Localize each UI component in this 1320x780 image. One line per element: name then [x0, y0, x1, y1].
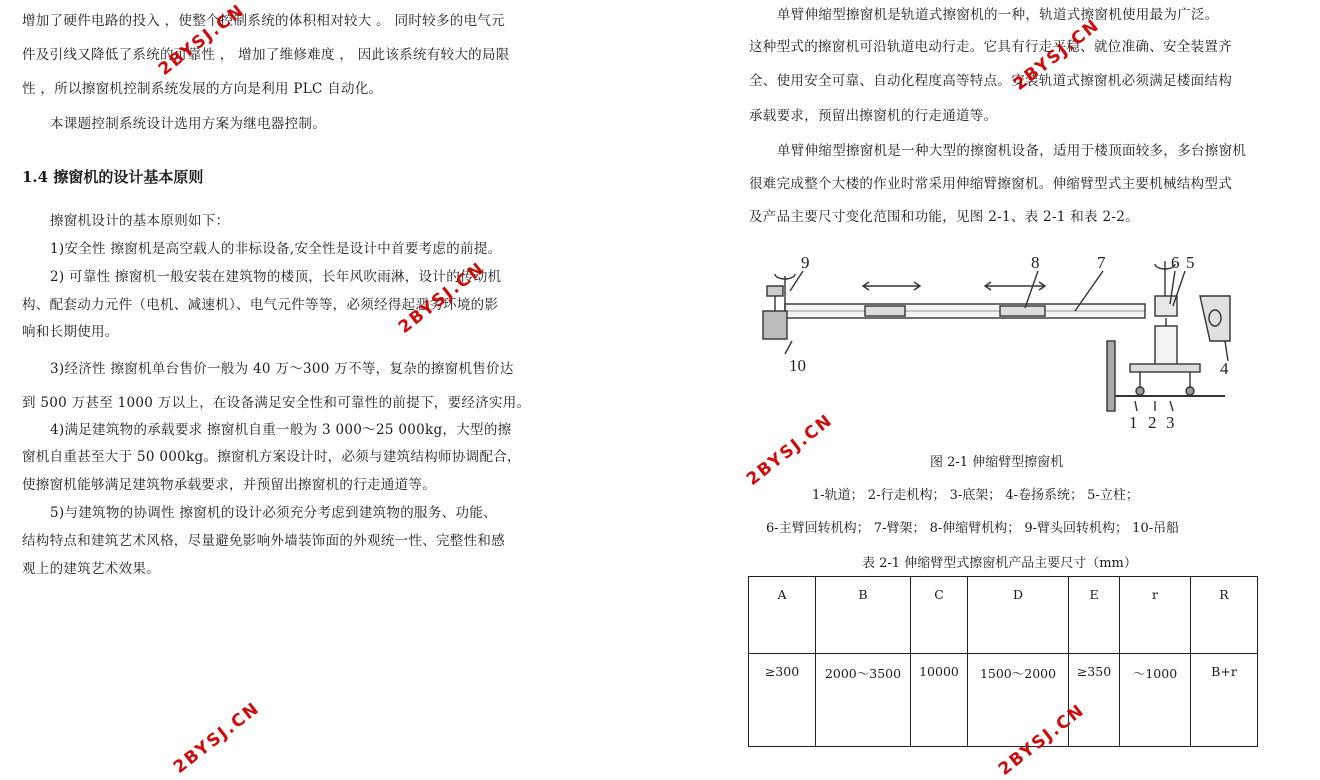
principle-line: 擦窗机设计的基本原则如下： [50, 213, 230, 229]
principle-line: 2) 可靠性 擦窗机一般安装在建筑物的楼顶，长年风吹雨淋，设计的传动机 [50, 269, 502, 285]
table-cell: B+r [1191, 654, 1258, 747]
figure-number-7: 7 [1097, 253, 1106, 272]
table-header-cell: E [1069, 577, 1120, 654]
gondola-shape [763, 311, 787, 339]
principle-line: 到 500 万甚至 1000 万以上，在设备满足安全性和可靠性的前提下，要经济实用。 [22, 395, 531, 411]
principle-line: 3)经济性 擦窗机单台售价一般为 40 万～300 万不等，复杂的擦窗机售价达 [50, 361, 514, 377]
principle-line: 结构特点和建筑艺术风格，尽量避免影响外墙装饰面的外观统一性、完整性和感 [22, 533, 505, 549]
figure-legend-line: 1-轨道； 2-行走机构； 3-底架； 4-卷扬系统； 5-立柱； [812, 488, 1139, 503]
principle-line: 使擦窗机能够满足建筑物承载要求，并预留出擦窗机的行走通道等。 [22, 477, 436, 493]
table-cell: ～1000 [1120, 654, 1191, 747]
figure-number-2: 2 [1148, 413, 1157, 432]
paragraph-line: 单臂伸缩型擦窗机是轨道式擦窗机的一种，轨道式擦窗机使用最为广泛。 [777, 7, 1219, 23]
figure-number-5: 5 [1186, 253, 1195, 272]
dimension-table [748, 576, 1258, 747]
table-header-row [749, 577, 1258, 654]
hoist-system [1200, 296, 1230, 341]
table-caption: 表 2-1 伸缩臂型式擦窗机产品主要尺寸（mm） [862, 556, 1137, 571]
figure-legend-line: 6-主臂回转机构； 7-臂架； 8-伸缩臂机构； 9-臂头回转机构； 10-吊船 [766, 521, 1180, 536]
table-cell: 10000 [911, 654, 968, 747]
building-wall [1107, 341, 1115, 411]
telescopic-section [1000, 306, 1045, 316]
paragraph-line: 增加了硬件电路的投入 ，使整个控制系统的体积相对较大 。 同时较多的电气元 [22, 13, 505, 29]
watermark: 2BYSJ.CN [994, 700, 1090, 780]
table-header-cell: C [911, 577, 968, 654]
watermark: 2BYSJ.CN [742, 410, 838, 490]
figure-number-8: 8 [1031, 253, 1040, 272]
principle-line: 4)满足建筑物的承载要求 擦窗机自重一般为 3 000～25 000kg，大型的擦 [50, 422, 512, 438]
figure-number-1: 1 [1129, 413, 1138, 432]
table-header-cell: B [816, 577, 911, 654]
table-cell: 1500～2000 [968, 654, 1069, 747]
paragraph-line: 性 ，所以擦窗机控制系统发展的方向是利用 PLC 自动化。 [22, 81, 383, 97]
principle-line: 构、配套动力元件（电机、减速机）、电气元件等等，必须经得起恶劣环境的影 [22, 297, 499, 313]
table-cell: 2000～3500 [816, 654, 911, 747]
principle-line: 窗机自重甚至大于 50 000kg。擦窗机方案设计时，必须与建筑结构师协调配合， [22, 449, 521, 465]
paragraph-line: 及产品主要尺寸变化范围和功能，见图 2-1、表 2-1 和表 2-2。 [749, 209, 1139, 225]
figure-number-3: 3 [1166, 413, 1175, 432]
figure-number-10: 10 [789, 356, 806, 375]
paragraph-line: 很难完成整个大楼的作业时常采用伸缩臂擦窗机。伸缩臂型式主要机械结构型式 [749, 176, 1232, 192]
principle-line: 响和长期使用。 [22, 324, 119, 340]
paragraph-line: 全、使用安全可靠、自动化程度高等特点。安装轨道式擦窗机必须满足楼面结构 [749, 73, 1232, 89]
figure-number-4: 4 [1220, 359, 1229, 378]
table-cell: ≥350 [1069, 654, 1120, 747]
principle-line: 1)安全性 擦窗机是高空载人的非标设备,安全性是设计中首要考虑的前提。 [50, 241, 502, 257]
watermark: 2BYSJ.CN [1009, 15, 1105, 95]
left-page [0, 0, 560, 761]
figure-number-9: 9 [801, 253, 810, 272]
table-row [749, 654, 1258, 747]
section-heading: 1.4 擦窗机的设计基本原则 [22, 168, 204, 186]
table-header-cell: A [749, 577, 816, 654]
figure-number-6: 6 [1171, 253, 1180, 272]
telescopic-arm-figure [745, 246, 1245, 436]
paragraph-line: 件及引线又降低了系统的可靠性 ， 增加了维修难度 ， 因此该系统有较大的局限 [22, 47, 510, 63]
table-header-cell: D [968, 577, 1069, 654]
figure-caption: 图 2-1 伸缩臂型擦窗机 [930, 455, 1064, 470]
table-cell: ≥300 [749, 654, 816, 747]
watermark: 2BYSJ.CN [154, 0, 250, 80]
paragraph-line: 这种型式的擦窗机可沿轨道电动行走。它具有行走平稳、就位准确、安全装置齐 [749, 39, 1232, 55]
base-frame [1130, 364, 1200, 372]
paragraph-line: 本课题控制系统设计选用方案为继电器控制。 [50, 116, 326, 132]
watermark: 2BYSJ.CN [394, 258, 490, 338]
principle-line: 观上的建筑艺术效果。 [22, 561, 160, 577]
watermark: 2BYSJ.CN [169, 698, 265, 778]
paragraph-line: 单臂伸缩型擦窗机是一种大型的擦窗机设备，适用于楼顶面较多，多台擦窗机 [777, 143, 1247, 159]
telescopic-section [865, 306, 905, 316]
table-header-cell: R [1191, 577, 1258, 654]
principle-line: 5)与建筑物的协调性 擦窗机的设计必须充分考虑到建筑物的服务、功能、 [50, 505, 497, 521]
paragraph-line: 承载要求，预留出擦窗机的行走通道等。 [749, 108, 998, 124]
table-header-cell: r [1120, 577, 1191, 654]
